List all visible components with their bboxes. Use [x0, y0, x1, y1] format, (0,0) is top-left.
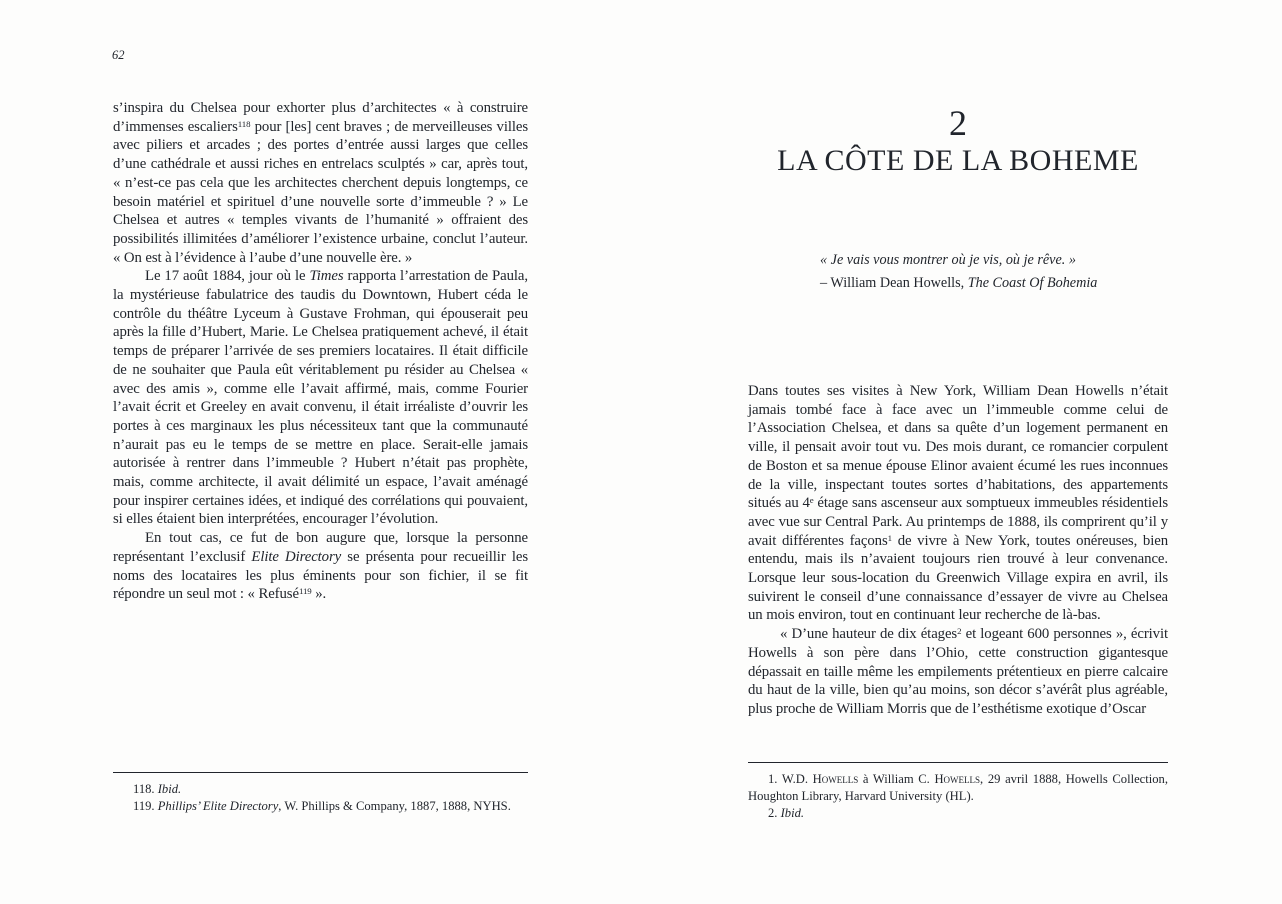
footnote — [748, 771, 1168, 805]
footnote — [113, 798, 528, 815]
epigraph — [820, 249, 1180, 295]
text-run: Elite Directory — [251, 548, 342, 565]
paragraph — [113, 267, 528, 529]
footnote-list — [113, 781, 528, 815]
epigraph-attribution — [820, 272, 1180, 295]
text-run: étage sans ascenseur aux somptueux immeubles résidentiels avec vue sur Central Park. Au printemps de 1888, ils comprirent qu’il y avait différentes façons — [748, 495, 1168, 549]
text-run: 119. — [133, 799, 158, 813]
text-run: 2 — [957, 626, 962, 637]
text-run: Times — [309, 268, 344, 285]
footnote — [113, 781, 528, 798]
text-run: ». — [311, 586, 327, 603]
text-run: « Je vais vous montrer où je vis, où je rêve. » — [820, 252, 1076, 268]
text-run: 1 — [887, 532, 892, 543]
text-run: Ibid. — [780, 806, 805, 820]
right-page-footnotes — [748, 762, 1168, 822]
text-run: The Coast Of Bohemia — [967, 275, 1098, 291]
epigraph-quote — [820, 249, 1180, 272]
text-run: 118 — [237, 118, 251, 129]
text-run: rapporta l’arrestation de Paula, la mystérieuse fabulatrice des taudis du Downtown, Hubert céda le contrôle du théâtre Lyceum à Gustave Frohman, qui épouserait peu après la fille d’Hubert, Marie. Le Chelsea pratiquement achevé, il était temps de préparer l’arrivée de ses premiers locataires. Il était difficile de ne souhaiter que Paula eût véritablement pu résider au Chelsea « avec des amis », comme elle l’avait affirmé, mais, comme Fourier l’avait écrit et Greeley en avait convenu, il était irréaliste d’ouvrir les portes à ces marginaux les plus nécessiteux tant que la communauté n’aurait pas eu le temps de se mettre en place. Serait-elle jamais autorisée à rentrer dans l’immeuble ? Hubert n’était pas prophète, mais, comme architecte, il avait délimité un espace, l’avait aménagé pour inspirer certaines idées, et indiqué des corrélations qui pouvaient, si elles étaient bien interprétées, encourager l’évolution. — [113, 268, 529, 528]
text-run: « D’une hauteur de dix étages — [780, 626, 958, 643]
paragraph — [113, 529, 528, 604]
text-run: – William Dean Howells, — [820, 275, 968, 291]
footnote-list — [748, 771, 1168, 822]
text-run: 119 — [298, 586, 312, 597]
text-run: pour [les] cent braves ; de merveilleuses villes avec piliers et arcades ; des portes d’entrée aussi larges que celles d’une cathédrale et aussi riches en entrelacs sculptés » car, après tout, « n’est-ce pas cela que les architectes cherchent depuis longtemps, ce besoin matériel et spirituel d’une nouvelle sorte d’immeuble ? » Le Chelsea et autres « temples vivants de l’humanité » offraient des possibilités illimitées d’améliorer l’existence urbaine, conclut l’auteur. « On est à l’évidence à l’aube d’une nouvelle ère. » — [113, 118, 528, 266]
paragraph — [748, 625, 1168, 719]
right-page-body — [748, 382, 1168, 719]
text-run: Phillips’ Elite Directory — [157, 799, 279, 813]
left-page-footnotes — [113, 772, 528, 815]
footnote — [748, 805, 1168, 822]
text-run: de vivre à New York, toutes onéreuses, bien entendu, mais ils n’avaient toujours rien trouvé à leur convenance. Lorsque leur sous-location du Greenwich Village expira en avril, ils suivirent le conseil d’une connaissance d’essayer de vivre au Chelsea un mois environ, tout en continuant leur recherche de là-bas. — [748, 532, 1168, 624]
text-run: Ibid. — [157, 782, 182, 796]
page-number: 62 — [112, 48, 125, 62]
paragraph — [748, 382, 1168, 625]
chapter-title: LA CÔTE DE LA BOHEME — [777, 144, 1139, 177]
text-run: Le 17 août 1884, jour où le — [145, 268, 310, 285]
text-run: à William C. — [858, 772, 935, 786]
text-run: et logeant 600 personnes », écrivit Howells à son père dans l’Ohio, cette construction gigantesque dépassait en taille même les empilements prétentieux en pierre calcaire du haut de la ville, bien qu’au moins, son décor s’avérât plus agréable, plus proche de William Morris que de l’esthétisme exotique d’Oscar — [748, 626, 1169, 717]
text-run: se présenta pour recueillir les noms des locataires les plus éminents pour son fichier, il se fit répondre un seul mot : « Refusé — [113, 548, 528, 603]
text-run: 118. — [133, 782, 158, 796]
text-run: 1. W.D. — [768, 772, 813, 786]
text-run: s’inspira du Chelsea pour exhorter plus d’architectes « à construire d’immenses escaliers — [113, 100, 528, 135]
text-run: 2. — [768, 806, 781, 820]
text-run: En tout cas, ce fut de bon augure que, lorsque la personne représentant l’exclusif — [113, 530, 528, 565]
text-run: Howells — [812, 772, 859, 786]
text-run: , W. Phillips & Company, 1887, 1888, NYHS. — [278, 799, 511, 813]
paragraph — [113, 99, 528, 267]
text-run: Howells — [934, 772, 981, 786]
text-run: , 29 avril 1888, Howells Collection, Houghton Library, Harvard University (HL). — [748, 772, 1168, 803]
chapter-number: 2 — [949, 103, 967, 143]
left-page-body — [113, 99, 528, 604]
text-run: e — [809, 495, 814, 506]
text-run: Dans toutes ses visites à New York, William Dean Howells n’était jamais tombé face à face avec un l’immeuble comme celui de l’Association Chelsea, et dans sa quête d’un logement permanent en ville, il pensait avoir tout vu. Des mois durant, ce romancier corpulent de Boston et sa menue épouse Elinor avaient écumé les rues inconnues de la ville, inspectant toutes sortes d’habitations, des appartements situés au 4 — [748, 383, 1168, 512]
